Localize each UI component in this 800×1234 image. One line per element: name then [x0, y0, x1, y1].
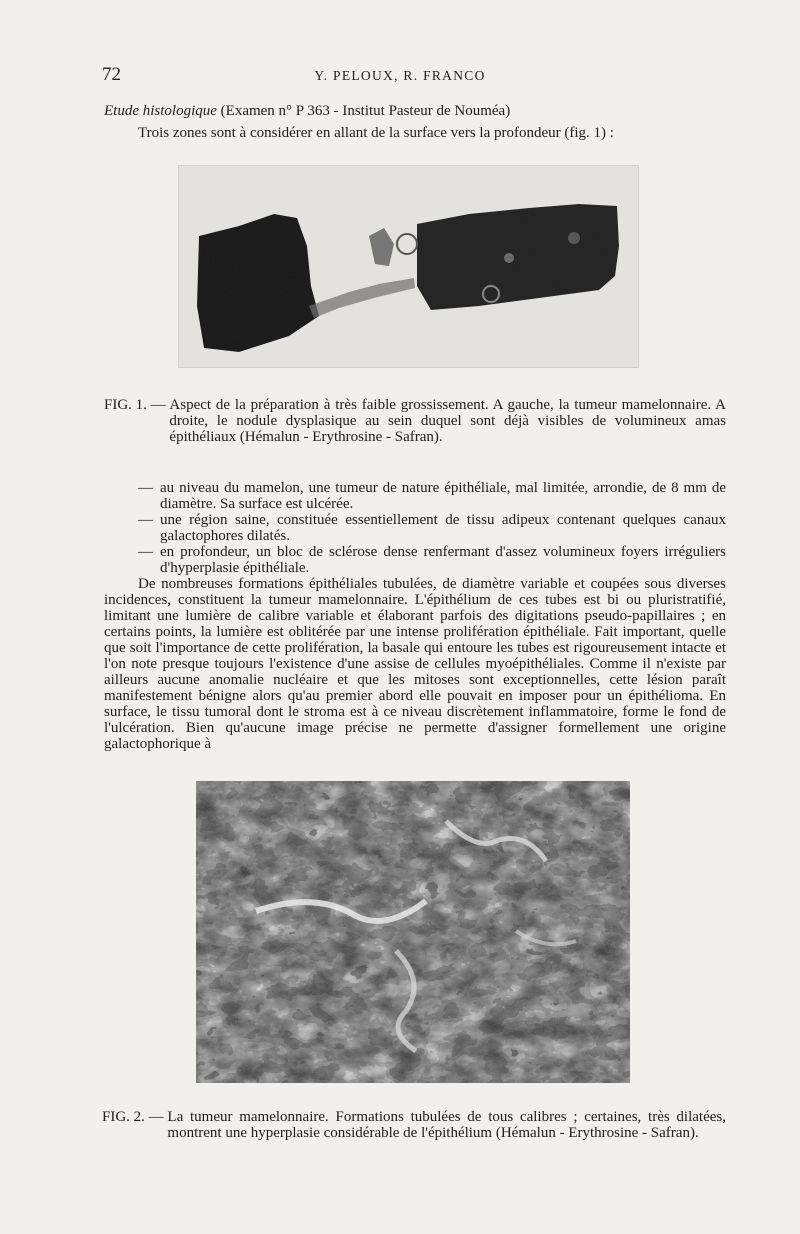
figure-2-caption-text: La tumeur mamelonnaire. Formations tubulées de tous calibres ; certaines, très dilatées, montrent une hyperplasie considérable de l'épithélium (Hémalun - Erythrosine - Safran). — [167, 1109, 726, 1141]
section-heading — [104, 100, 724, 122]
list-item — [138, 544, 726, 576]
list-dash: — — [138, 480, 153, 496]
list-item-text: en profondeur, un bloc de sclérose dense renfermant d'assez volumineux foyers irréguliers d'hyperplasie épithéliale. — [160, 544, 726, 576]
figure-2-image — [196, 781, 630, 1083]
list-item-text: une région saine, constituée essentiellement de tissu adipeux contenant quelques canaux galactophores dilatés. — [160, 512, 726, 544]
list-item — [138, 480, 726, 512]
list-dash: — — [138, 512, 153, 528]
list-item-text: au niveau du mamelon, une tumeur de nature épithéliale, mal limitée, arrondie, de 8 mm de diamètre. Sa surface est ulcérée. — [160, 480, 726, 512]
figure-1-label — [104, 397, 169, 445]
intro-block — [104, 100, 724, 144]
figure-2-photo — [196, 781, 630, 1083]
figure-1-caption-text: Aspect de la préparation à très faible grossissement. A gauche, la tumeur mamelonnaire. A droite, le nodule dysplasique au sein duquel sont déjà visibles de volumineux amas épithéliaux (Hémalun - Erythrosine - Safran). — [169, 397, 726, 445]
running-head: Y. PELOUX, R. FRANCO — [314, 68, 486, 83]
figure-1-label-prefix: F — [104, 397, 113, 413]
section-heading-rest: (Examen n° P 363 - Institut Pasteur de Nouméa) — [216, 103, 511, 119]
list-item — [138, 512, 726, 544]
intro-sentence: Trois zones sont à considérer en allant de la surface vers la profondeur (fig. 1) : — [138, 125, 614, 141]
figure-1-photo — [179, 166, 638, 367]
figure-1-label-rest: IG. 1. — — [112, 397, 170, 413]
figure-2-caption — [102, 1109, 726, 1141]
figure-2-label-rest: IG. 2. — — [110, 1109, 168, 1125]
list-dash: — — [138, 544, 153, 560]
page-number: 72 — [102, 64, 121, 85]
figure-2-label-prefix: F — [102, 1109, 111, 1125]
figure-2-label — [102, 1109, 167, 1141]
figure-1-caption — [104, 397, 726, 445]
body-paragraph: De nombreuses formations épithéliales tubulées, de diamètre variable et coupées sous diverses incidences, constituent la tumeur mamelonnaire. L'épithélium de ces tubes est bi ou pluristratifié, limitant une lumière de calibre variable et élaborant parfois des digitations pseudo-papillaires ; en certains points, la lumière est oblitérée par une intense prolifération épithéliale. Fait important, quelle que soit l'importance de cette prolifération, la basale qui entoure les tubes est rigoureusement intacte et l'on note presque toujours l'existence d'une assise de cellules myoépithéliales. Comme il n'existe par ailleurs aucune anomalie nucléaire et que les mitoses sont exceptionnelles, cette lésion paraît manifestement bénigne alors qu'au premier abord elle pouvait en imposer pour un épithélioma. En surface, le tissu tumoral dont le stroma est à ce niveau discrètement inflammatoire, forme le fond de l'ulcération. Bien qu'aucune image précise ne permette d'assigner formellement une origine galactophorique à — [104, 576, 726, 752]
section-heading-italic: Etude histologique — [104, 103, 217, 119]
zone-list — [138, 480, 726, 576]
figure-1-image — [179, 166, 638, 367]
